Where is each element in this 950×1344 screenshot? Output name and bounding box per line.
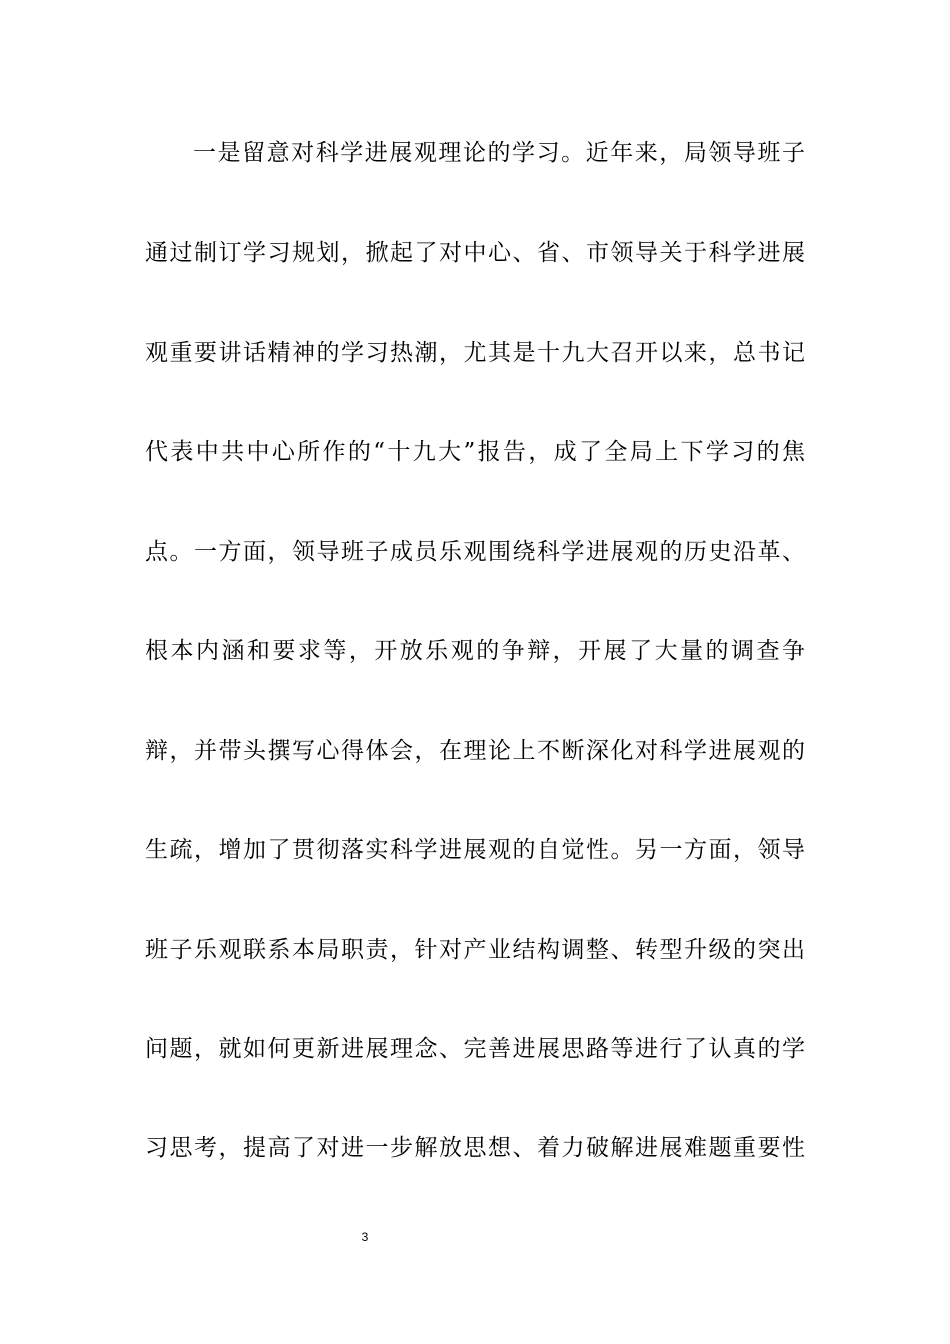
paragraph-line: 通过制订学习规划，掀起了对中心、省、市领导关于科学进展 <box>145 240 805 266</box>
paragraph-line: 习思考，提高了对进一步解放思想、着力破解进展难题重要性 <box>145 1135 805 1161</box>
paragraph-line: 生疏，增加了贯彻落实科学进展观的自觉性。另一方面，领导 <box>145 837 805 863</box>
paragraph-line: 观重要讲话精神的学习热潮，尤其是十九大召开以来，总书记 <box>145 340 805 366</box>
paragraph-line: 一是留意对科学进展观理论的学习。近年来，局领导班子 <box>193 140 805 166</box>
paragraph-line: 辩，并带头撰写心得体会，在理论上不断深化对科学进展观的 <box>145 738 805 764</box>
paragraph-line: 班子乐观联系本局职责，针对产业结构调整、转型升级的突出 <box>145 937 805 963</box>
page-number: 3 <box>361 1230 369 1244</box>
paragraph-line: 问题，就如何更新进展理念、完善进展思路等进行了认真的学 <box>145 1036 805 1062</box>
paragraph-line: 点。一方面，领导班子成员乐观围绕科学进展观的历史沿革、 <box>145 539 805 565</box>
paragraph-line: 根本内涵和要求等，开放乐观的争辩，开展了大量的调查争 <box>145 638 805 664</box>
paragraph-line: 代表中共中心所作的“十九大”报告，成了全局上下学习的焦 <box>145 439 805 465</box>
